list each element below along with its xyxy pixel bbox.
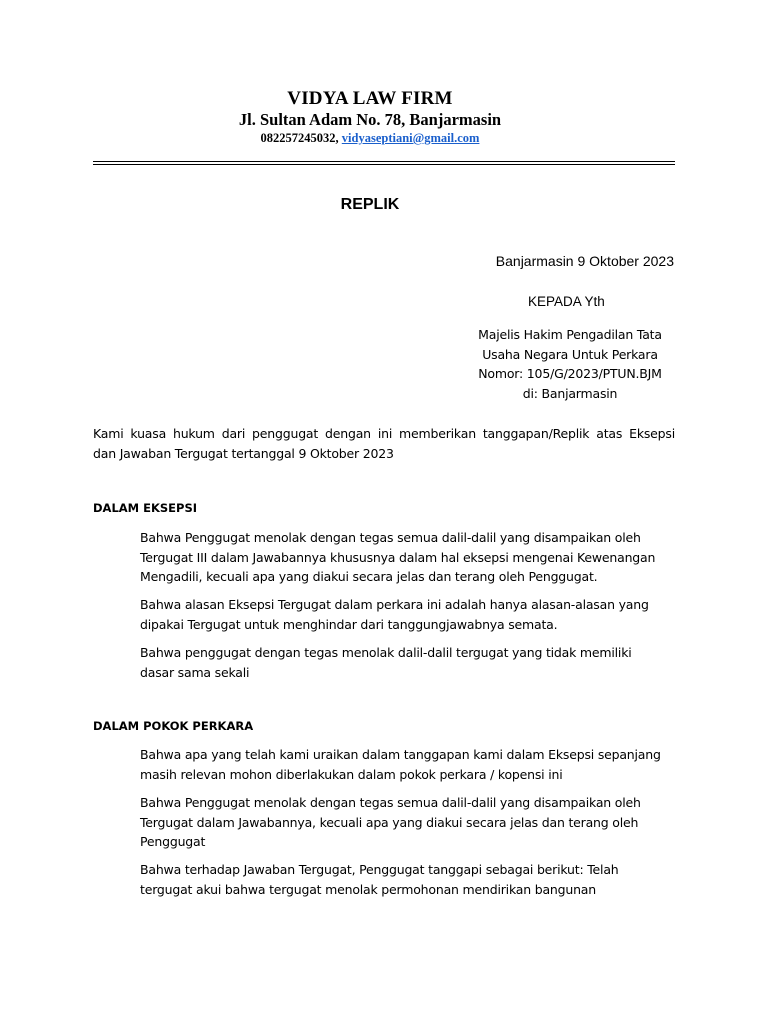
eksepsi-paragraph-2 [140,595,680,634]
letterhead-divider-top [93,161,675,162]
paragraph-line: Bahwa apa yang telah kami uraikan dalam tanggapan kami dalam Eksepsi sepanjang [140,747,661,762]
paragraph-line: Mengadili, kecuali apa yang diakui secara jelas dan terang oleh Penggugat. [140,569,598,584]
recipient-line: Majelis Hakim Pengadilan Tata [478,327,662,342]
eksepsi-paragraph-1 [140,528,680,587]
firm-name: VIDYA LAW FIRM [287,88,453,109]
firm-contact [0,130,740,146]
pokok-perkara-paragraph-3 [140,860,680,899]
firm-address: Jl. Sultan Adam No. 78, Banjarmasin [238,110,502,129]
paragraph-line: Tergugat III dalam Jawabannya khususnya dalam hal eksepsi mengenai Kewenangan [140,549,656,565]
paragraph-line: Bahwa Penggugat menolak dengan tegas semua dalil-dalil yang disampaikan oleh [140,530,641,545]
firm-phone: 082257245032, [260,131,339,145]
paragraph-line: Bahwa Penggugat menolak dengan tegas semua dalil-dalil yang disampaikan oleh [140,795,641,810]
paragraph-line: Bahwa terhadap Jawaban Tergugat, Penggugat tanggapi sebagai berikut: Telah [140,862,619,877]
letterhead [0,87,740,146]
recipient-line: Usaha Negara Untuk Perkara [482,346,658,362]
paragraph-line: dasar sama sekali [140,664,250,680]
paragraph-line: Bahwa alasan Eksepsi Tergugat dalam perkara ini adalah hanya alasan-alasan yang [140,597,649,612]
document-title: REPLIK [340,196,400,213]
recipient-line: di: Banjarmasin [522,385,618,401]
paragraph-line: Bahwa penggugat dengan tegas menolak dalil-dalil tergugat yang tidak memiliki [140,645,632,660]
intro-paragraph [93,424,675,463]
place-and-date: Banjarmasin 9 Oktober 2023 [495,253,674,269]
paragraph-line: tergugat akui bahwa tergugat menolak permohonan mendirikan bangunan [140,881,596,897]
recipient-salutation: KEPADA Yth [528,294,605,309]
pokok-perkara-paragraph-2 [140,793,680,852]
firm-email-link[interactable]: vidyaseptiani@gmail.com [341,131,480,145]
paragraph-line: Penggugat [140,834,206,849]
pokok-perkara-paragraph-1 [140,745,680,784]
section-heading-pokok-perkara: DALAM POKOK PERKARA [93,719,254,733]
section-heading-eksepsi: DALAM EKSEPSI [93,501,198,515]
paragraph-line: Tergugat dalam Jawabannya, kecuali apa yang diakui secara jelas dan terang oleh [140,814,639,830]
intro-line: Kami kuasa hukum dari penggugat dengan ini memberikan tanggapan/Replik atas Eksepsi [93,426,675,441]
eksepsi-paragraph-3 [140,643,680,682]
paragraph-line: dipakai Tergugat untuk menghindar dari tanggungjawabnya semata. [140,616,558,632]
intro-line: dan Jawaban Tergugat tertanggal 9 Oktober 2023 [93,445,394,461]
recipient-block [450,325,690,403]
recipient-line: Nomor: 105/G/2023/PTUN.BJM [478,366,662,381]
letterhead-divider-bottom [93,164,675,165]
paragraph-line: masih relevan mohon diberlakukan dalam pokok perkara / kopensi ini [140,766,563,782]
